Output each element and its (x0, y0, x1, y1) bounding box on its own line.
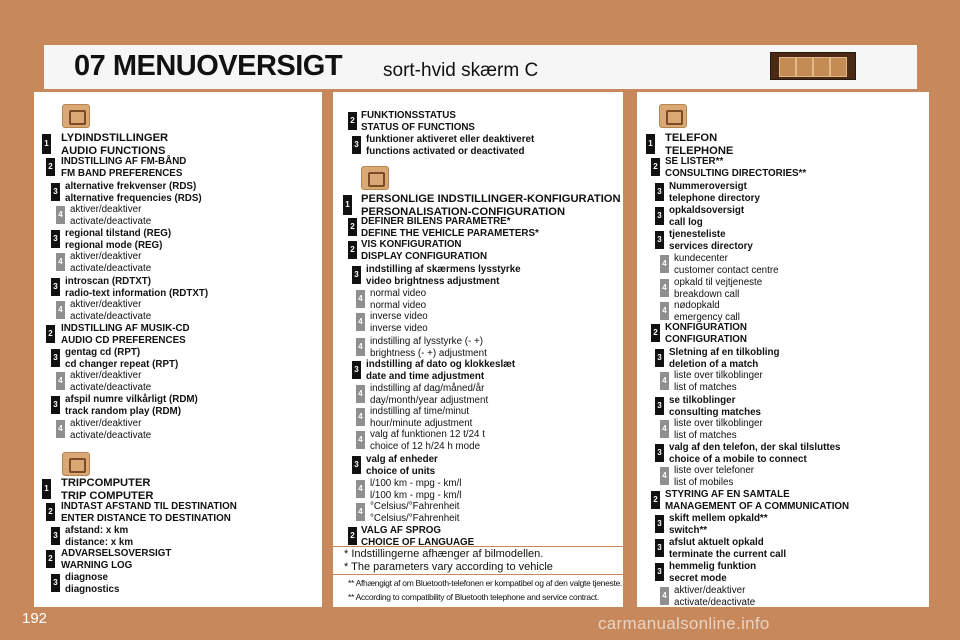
menu-item-line: emergency call (674, 311, 740, 323)
menu-item (65, 181, 202, 204)
menu-item-line: functions activated or deactivated (366, 145, 525, 157)
menu-item (366, 359, 515, 382)
menu-item-line: distance: x km (65, 536, 134, 548)
level-badge: 3 (51, 349, 60, 367)
level-badge: 4 (660, 372, 669, 390)
menu-item-line: DEFINER BILENS PARAMETRE* (361, 216, 511, 227)
menu-item-line: aktiver/deaktiver (70, 418, 142, 429)
menu-item-line: telephone directory (669, 192, 760, 204)
level-badge: 3 (655, 231, 664, 249)
level-badge: 3 (655, 515, 664, 533)
menu-item-line: MANAGEMENT OF A COMMUNICATION (665, 500, 850, 512)
level-badge: 2 (46, 503, 55, 521)
menu-item-line: alternative frequencies (RDS) (65, 192, 202, 204)
footnote-line: ** According to compatibility of Bluetooth telephone and service contract. (348, 592, 599, 602)
display-icon (770, 52, 856, 80)
menu-item-line: SE LISTER** (665, 156, 724, 167)
menu-item (366, 454, 438, 477)
menu-item (361, 193, 621, 218)
page-number: 192 (22, 610, 48, 627)
menu-item (669, 537, 786, 560)
menu-item-line: opkald til vejtjeneste (674, 277, 763, 288)
menu-item-line: aktiver/deaktiver (70, 370, 142, 381)
menu-item (669, 181, 760, 204)
menu-item-line: activate/deactivate (70, 381, 152, 393)
menu-item-line: aktiver/deaktiver (674, 585, 746, 596)
menu-item (70, 204, 151, 227)
menu-item-line: liste over tilkoblinger (674, 370, 763, 381)
menu-item (674, 277, 762, 300)
level-badge: 1 (343, 195, 352, 215)
watermark: carmanualsonline.info (598, 614, 770, 633)
level-badge: 3 (51, 230, 60, 248)
menu-item-line: FM BAND PREFERENCES (61, 167, 183, 179)
menu-item (61, 501, 237, 524)
menu-item (370, 336, 487, 359)
menu-item (669, 229, 753, 252)
menu-item-line: tjenesteliste (669, 229, 726, 240)
menu-item-line: KONFIGURATION (665, 322, 747, 333)
menu-item-line: activate/deactivate (70, 429, 152, 441)
menu-item-line: skift mellem opkald** (669, 513, 768, 524)
menu-item-line: ADVARSELSOVERSIGT (61, 548, 172, 559)
menu-item (61, 323, 190, 346)
menu-item-line: gentag cd (RPT) (65, 347, 141, 358)
menu-item-line: VIS KONFIGURATION (361, 239, 462, 250)
menu-item-line: STYRING AF EN SAMTALE (665, 489, 790, 500)
level-badge: 4 (660, 420, 669, 438)
menu-item-line: inverse video (370, 322, 428, 334)
menu-item-line: kundecenter (674, 253, 728, 264)
menu-item-line: FUNKTIONSSTATUS (361, 110, 456, 121)
menu-item-line: diagnostics (65, 583, 120, 595)
menu-item (61, 548, 171, 571)
menu-item (61, 132, 168, 157)
menu-item (370, 311, 428, 334)
level-badge: 2 (46, 158, 55, 176)
menu-item (674, 370, 763, 393)
level-badge: 3 (352, 136, 361, 154)
level-badge: 3 (352, 361, 361, 379)
menu-item (669, 442, 841, 465)
menu-item-line: activate/deactivate (70, 310, 152, 322)
menu-item-line: secret mode (669, 572, 727, 584)
menu-item (669, 395, 761, 418)
menu-item-line: CONFIGURATION (665, 333, 747, 345)
menu-item (665, 489, 849, 512)
menu-item (674, 465, 754, 488)
level-badge: 3 (51, 396, 60, 414)
menu-item-line: INDSTILLING AF MUSIK-CD (61, 323, 190, 334)
menu-item-line: switch** (669, 524, 708, 536)
menu-item (366, 264, 521, 287)
telephone-section-icon (659, 104, 687, 128)
menu-item-line: funktioner aktiveret eller deaktiveret (366, 134, 535, 145)
menu-item-line: alternative frekvenser (RDS) (65, 181, 197, 192)
level-badge: 4 (56, 253, 65, 271)
menu-item-line: consulting matches (669, 406, 761, 418)
menu-item-line: call log (669, 216, 703, 228)
menu-item-line: AUDIO FUNCTIONS (61, 144, 166, 157)
level-badge: 3 (352, 266, 361, 284)
menu-item-line: indstilling af dato og klokkeslæt (366, 359, 516, 370)
menu-item-line: terminate the current call (669, 548, 787, 560)
level-badge: 3 (51, 183, 60, 201)
level-badge: 4 (660, 467, 669, 485)
level-badge: 3 (655, 444, 664, 462)
menu-item (65, 347, 178, 370)
level-badge: 4 (356, 408, 365, 426)
level-badge: 3 (655, 349, 664, 367)
level-badge: 3 (655, 539, 664, 557)
level-badge: 4 (356, 338, 365, 356)
menu-item-line: regional tilstand (REG) (65, 228, 172, 239)
level-badge: 4 (356, 503, 365, 521)
level-badge: 4 (660, 279, 669, 297)
menu-item (70, 251, 151, 274)
level-badge: 2 (348, 241, 357, 259)
level-badge: 4 (660, 302, 669, 320)
level-badge: 2 (46, 550, 55, 568)
menu-item-line: activate/deactivate (674, 596, 756, 608)
level-badge: 4 (56, 206, 65, 224)
menu-item-line: AUDIO CD PREFERENCES (61, 334, 186, 346)
personalisation-section-icon (361, 166, 389, 190)
menu-item-line: CONSULTING DIRECTORIES** (665, 167, 807, 179)
menu-item-line: customer contact centre (674, 264, 779, 276)
note-line: * The parameters vary according to vehicle (344, 561, 553, 573)
level-badge: 2 (348, 218, 357, 236)
menu-item-line: °Celsius/°Fahrenheit (370, 512, 460, 524)
level-badge: 2 (651, 158, 660, 176)
menu-item-line: radio-text information (RDTXT) (65, 287, 209, 299)
menu-item-line: DISPLAY CONFIGURATION (361, 250, 488, 262)
menu-item-line: breakdown call (674, 288, 740, 300)
level-badge: 1 (646, 134, 655, 154)
menu-item (361, 239, 487, 262)
level-badge: 3 (655, 563, 664, 581)
level-badge: 2 (651, 324, 660, 342)
menu-item (65, 276, 208, 299)
menu-item-line: °Celsius/°Fahrenheit (370, 501, 460, 512)
menu-item (65, 525, 133, 548)
menu-item (665, 322, 747, 345)
menu-item (370, 288, 426, 311)
menu-item-line: l/100 km - mpg - km/l (370, 489, 462, 501)
menu-item (361, 216, 539, 239)
level-badge: 4 (356, 290, 365, 308)
level-badge: 3 (352, 456, 361, 474)
menu-item-line: aktiver/deaktiver (70, 251, 142, 262)
menu-item (70, 299, 151, 322)
level-badge: 4 (56, 420, 65, 438)
menu-item-line: list of matches (674, 429, 737, 441)
level-badge: 2 (651, 491, 660, 509)
menu-item-line: Nummeroversigt (669, 181, 747, 192)
menu-item-line: afslut aktuelt opkald (669, 537, 764, 548)
menu-item-line: Sletning af en tilkobling (669, 347, 780, 358)
level-badge: 4 (660, 587, 669, 605)
menu-item-line: DEFINE THE VEHICLE PARAMETERS* (361, 227, 539, 239)
menu-item-line: nødopkald (674, 300, 720, 311)
menu-item (669, 513, 768, 536)
menu-item (669, 347, 780, 370)
level-badge: 3 (51, 278, 60, 296)
menu-item (665, 156, 806, 179)
menu-item (669, 561, 756, 584)
menu-item (65, 394, 198, 417)
menu-item-line: indstilling af dag/måned/år (370, 383, 485, 394)
menu-item-line: l/100 km - mpg - km/l (370, 478, 462, 489)
menu-item-line: introscan (RDTXT) (65, 276, 151, 287)
menu-item-line: activate/deactivate (70, 215, 152, 227)
menu-item (65, 228, 171, 251)
page-title: 07 MENUOVERSIGT (74, 50, 343, 82)
menu-item-line: deletion of a match (669, 358, 759, 370)
menu-item-line: TRIPCOMPUTER (61, 477, 151, 489)
menu-item-line: VALG AF SPROG (361, 525, 442, 536)
level-badge: 4 (56, 301, 65, 319)
menu-item-line: diagnose (65, 572, 109, 583)
menu-item-line: date and time adjustment (366, 370, 485, 382)
menu-item-line: services directory (669, 240, 753, 252)
menu-item (70, 418, 151, 441)
level-badge: 2 (46, 325, 55, 343)
menu-item-line: regional mode (REG) (65, 239, 163, 251)
menu-item-line: choice of a mobile to connect (669, 453, 807, 465)
menu-item-line: INDTAST AFSTAND TIL DESTINATION (61, 501, 237, 512)
menu-item-line: CHOICE OF LANGUAGE (361, 536, 475, 548)
menu-item-line: cd changer repeat (RPT) (65, 358, 179, 370)
menu-item-line: ENTER DISTANCE TO DESTINATION (61, 512, 231, 524)
level-badge: 4 (356, 431, 365, 449)
menu-item (370, 501, 460, 524)
menu-item (674, 300, 740, 323)
menu-item (370, 478, 461, 501)
menu-item-line: brightness (- +) adjustment (370, 347, 487, 359)
menu-item-line: indstilling af lysstyrke (- +) (370, 336, 483, 347)
menu-item-line: normal video (370, 288, 427, 299)
menu-item-line: video brightness adjustment (366, 275, 500, 287)
level-badge: 2 (348, 112, 357, 130)
menu-item-line: afstand: x km (65, 525, 129, 536)
menu-item-line: liste over telefoner (674, 465, 755, 476)
level-badge: 3 (655, 183, 664, 201)
menu-item-line: WARNING LOG (61, 559, 133, 571)
menu-item-line: TRIP COMPUTER (61, 489, 154, 502)
menu-item (674, 253, 779, 276)
level-badge: 4 (356, 480, 365, 498)
menu-item-line: opkaldsoversigt (669, 205, 745, 216)
menu-item (669, 205, 744, 228)
menu-item-line: TELEFON (665, 132, 718, 144)
menu-item-line: hemmelig funktion (669, 561, 757, 572)
menu-item-line: list of matches (674, 381, 737, 393)
menu-item-line: valg af den telefon, der skal tilsluttes (669, 442, 841, 453)
level-badge: 3 (51, 527, 60, 545)
level-badge: 4 (356, 313, 365, 331)
menu-item-line: liste over tilkoblinger (674, 418, 763, 429)
menu-item-line: se tilkoblinger (669, 395, 736, 406)
menu-item-line: choice of units (366, 465, 436, 477)
menu-item-line: indstilling af time/minut (370, 406, 470, 417)
audio-section-icon (62, 104, 90, 128)
menu-item-line: normal video (370, 299, 427, 311)
level-badge: 1 (42, 479, 51, 499)
level-badge: 4 (56, 372, 65, 390)
menu-item-line: INDSTILLING AF FM-BÅND (61, 156, 187, 167)
page-subtitle: sort-hvid skærm C (383, 60, 539, 81)
menu-item (665, 132, 733, 157)
menu-item (61, 477, 153, 502)
menu-item-line: inverse video (370, 311, 428, 322)
level-badge: 3 (655, 397, 664, 415)
level-badge: 4 (660, 255, 669, 273)
level-badge: 3 (655, 207, 664, 225)
menu-item (370, 406, 472, 429)
menu-item-line: afspil numre vilkårligt (RDM) (65, 394, 198, 405)
menu-item (370, 429, 485, 452)
menu-item-line: aktiver/deaktiver (70, 204, 142, 215)
level-badge: 3 (51, 574, 60, 592)
note-line: * Indstillingerne afhænger af bilmodellen. (344, 548, 544, 560)
menu-item-line: PERSONLIGE INDSTILLINGER-KONFIGURATION (361, 193, 621, 205)
menu-item-line: aktiver/deaktiver (70, 299, 142, 310)
menu-item-line: day/month/year adjustment (370, 394, 489, 406)
level-badge: 4 (356, 385, 365, 403)
menu-item-line: choice of 12 h/24 h mode (370, 440, 481, 452)
menu-item (61, 156, 186, 179)
footnote-line: ** Afhængigt af om Bluetooth-telefonen er kompatibel og af den valgte tjeneste. (348, 578, 622, 588)
menu-item (674, 585, 755, 608)
menu-item (366, 134, 534, 157)
menu-item-line: hour/minute adjustment (370, 417, 473, 429)
level-badge: 1 (42, 134, 51, 154)
menu-item-line: activate/deactivate (70, 262, 152, 274)
notes-separator (333, 574, 623, 575)
menu-item (65, 572, 119, 595)
menu-item-line: indstilling af skærmens lysstyrke (366, 264, 521, 275)
menu-item (361, 525, 474, 548)
menu-item-line: PERSONALISATION-CONFIGURATION (361, 205, 566, 218)
menu-item-line: valg af funktionen 12 t/24 t (370, 429, 485, 440)
menu-item (674, 418, 763, 441)
menu-item-line: STATUS OF FUNCTIONS (361, 121, 475, 133)
menu-item-line: list of mobiles (674, 476, 734, 488)
trip-computer-section-icon (62, 452, 90, 476)
level-badge: 2 (348, 527, 357, 545)
menu-item (361, 110, 475, 133)
menu-item (70, 370, 151, 393)
menu-item-line: TELEPHONE (665, 144, 734, 157)
menu-item (370, 383, 488, 406)
menu-item-line: LYDINDSTILLINGER (61, 132, 169, 144)
menu-item-line: valg af enheder (366, 454, 438, 465)
menu-item-line: track random play (RDM) (65, 405, 181, 417)
